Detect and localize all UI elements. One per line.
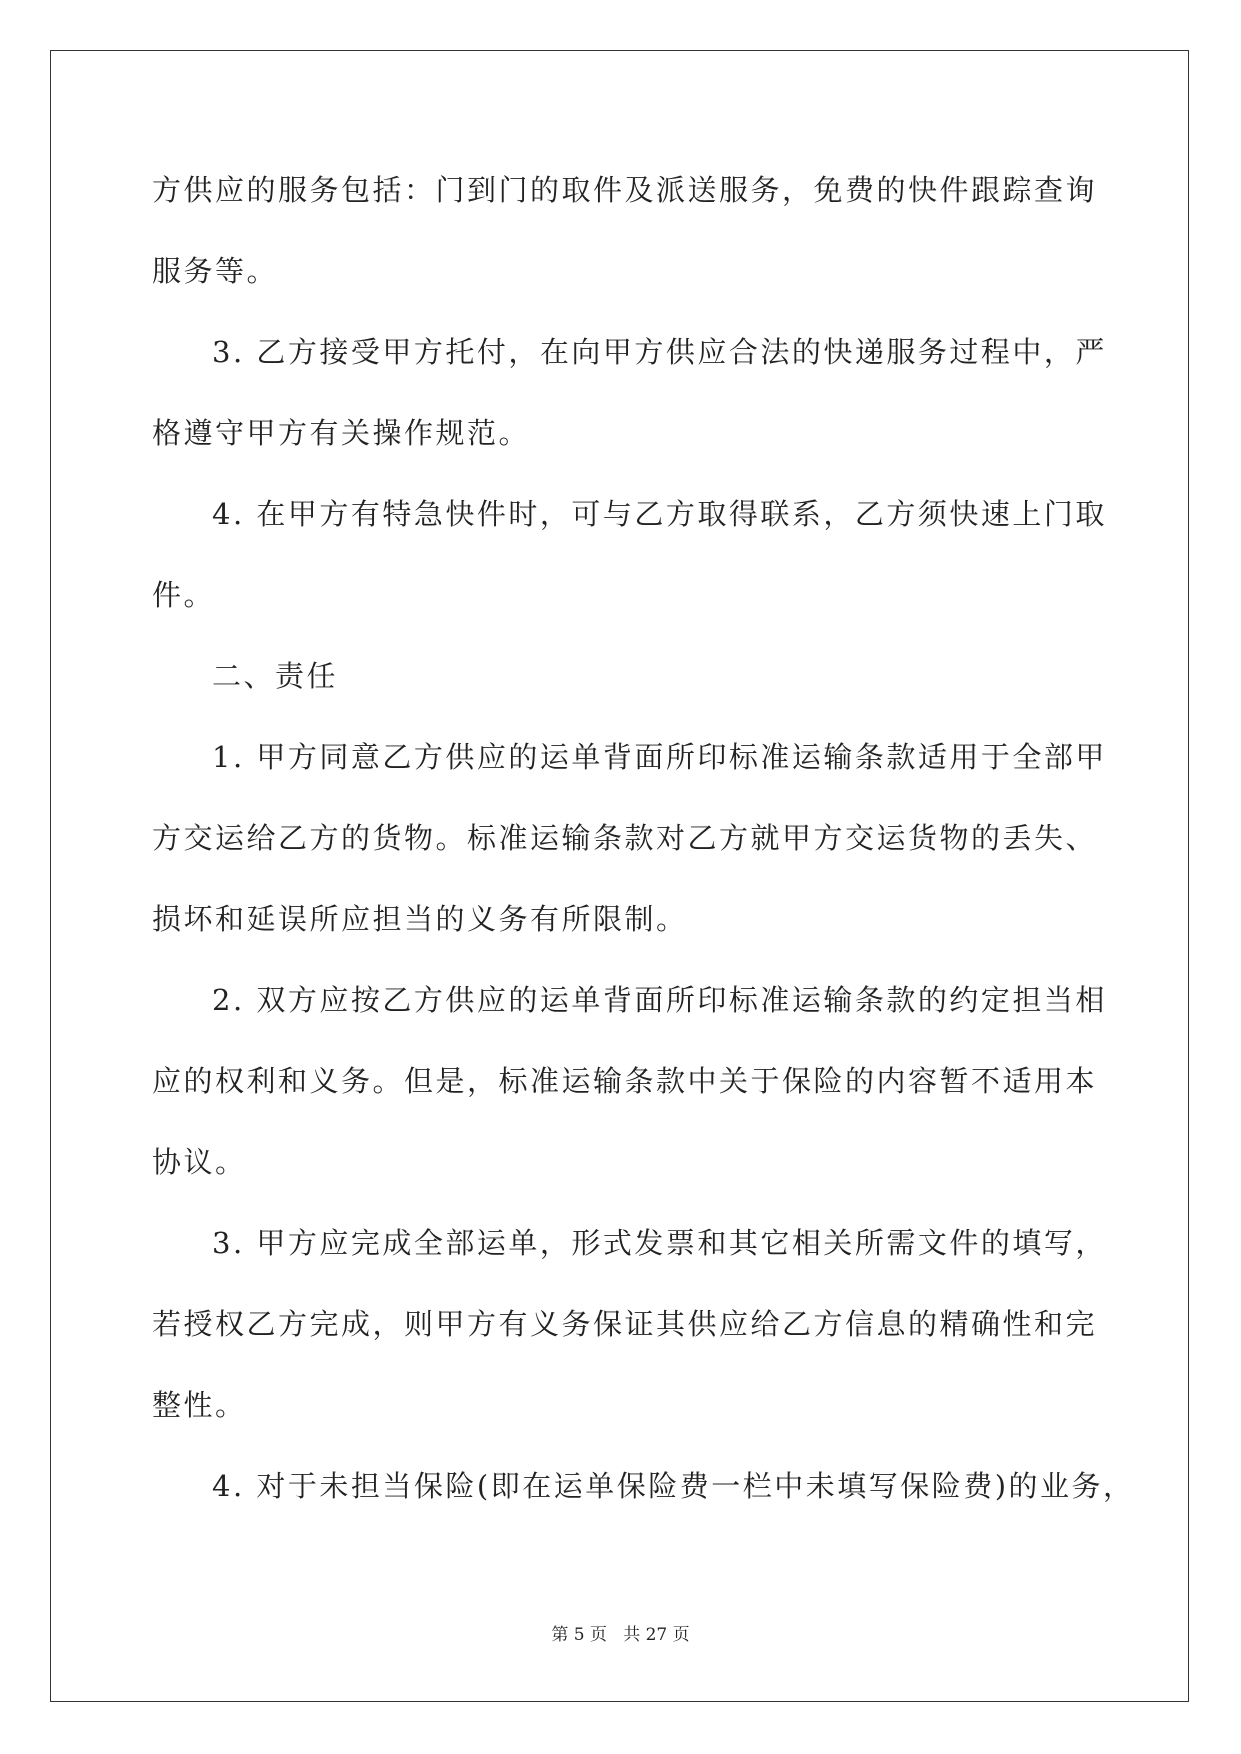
- text-line: 4. 在甲方有特急快件时，可与乙方取得联系，乙方须快速上门取: [212, 497, 1107, 531]
- text-line: 2. 双方应按乙方供应的运单背面所印标准运输条款的约定担当相: [212, 983, 1107, 1017]
- page-footer: [0, 1620, 1241, 1645]
- text-line: 3. 乙方接受甲方托付，在向甲方供应合法的快递服务过程中，严: [212, 335, 1107, 369]
- text-line: 若授权乙方完成，则甲方有义务保证其供应给乙方信息的精确性和完: [152, 1307, 1098, 1341]
- text-line: 损坏和延误所应担当的义务有所限制。: [152, 902, 688, 936]
- text-line: 方供应的服务包括：门到门的取件及派送服务，免费的快件跟踪查询: [152, 173, 1098, 207]
- page-number: 第 5 页: [551, 1625, 607, 1645]
- text-line: 1. 甲方同意乙方供应的运单背面所印标准运输条款适用于全部甲: [212, 740, 1107, 774]
- text-line: 协议。: [152, 1145, 247, 1179]
- text-line: 3. 甲方应完成全部运单，形式发票和其它相关所需文件的填写，: [212, 1226, 1107, 1260]
- text-line: 应的权利和义务。但是，标准运输条款中关于保险的内容暂不适用本: [152, 1064, 1098, 1098]
- text-line: 4. 对于未担当保险(即在运单保险费一栏中未填写保险费)的业务，: [212, 1469, 1135, 1503]
- text-line: 整性。: [152, 1388, 247, 1422]
- text-line: 件。: [152, 578, 216, 612]
- page-border: [50, 50, 1189, 1702]
- page-total: 共 27 页: [623, 1625, 690, 1645]
- section-heading: 二、责任: [212, 659, 339, 693]
- text-line: 格遵守甲方有关操作规范。: [152, 416, 531, 450]
- text-line: 方交运给乙方的货物。标准运输条款对乙方就甲方交运货物的丢失、: [152, 821, 1098, 855]
- text-line: 服务等。: [152, 254, 279, 288]
